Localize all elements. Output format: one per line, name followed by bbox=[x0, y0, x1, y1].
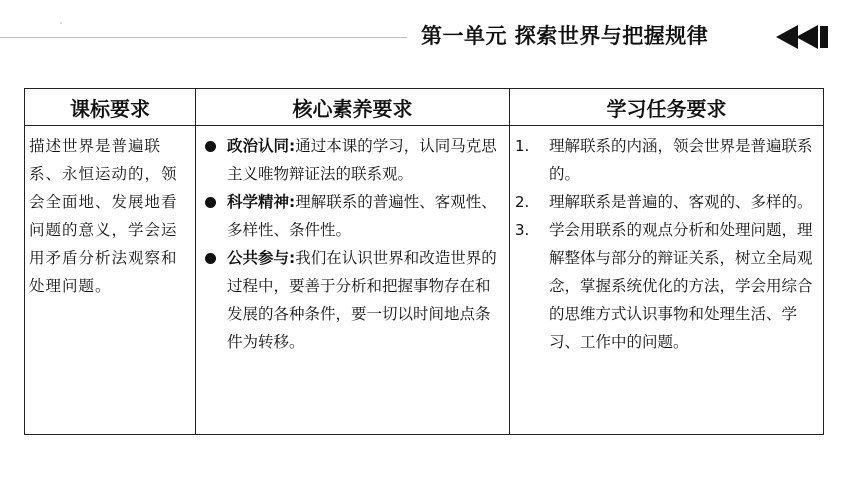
list-item bbox=[515, 132, 817, 188]
item-text: 理解联系的内涵，领会世界是普遍联系的。 bbox=[549, 137, 813, 183]
item-text: 理解联系是普遍的、客观的、多样的。 bbox=[549, 193, 813, 211]
core-competency-cell bbox=[196, 126, 510, 435]
core-competency-list bbox=[201, 132, 503, 356]
list-item bbox=[515, 188, 817, 216]
bullet-heading: 政治认同: bbox=[227, 137, 296, 155]
item-number: 1. bbox=[515, 137, 530, 155]
list-item bbox=[201, 188, 503, 244]
bullet-heading: 公共参与: bbox=[227, 249, 296, 267]
header-rule bbox=[0, 37, 407, 38]
table-row bbox=[25, 126, 824, 435]
item-text: 学会用联系的观点分析和处理问题，理解整体与部分的辩证关系，树立全局观念，掌握系统优化的方法，学会用综合的思维方式认识事物和处理生活、学习、工作中的问题。 bbox=[549, 221, 813, 351]
list-item bbox=[201, 132, 503, 188]
header-curriculum-requirements: 课标要求 bbox=[25, 89, 196, 126]
bullet-text: 通过本课的学习，认同马克思主义唯物辩证法的联系观。 bbox=[227, 137, 497, 183]
table-header-row bbox=[25, 89, 824, 126]
header-core-competency-requirements: 核心素养要求 bbox=[196, 89, 510, 126]
bullet-heading: 科学精神: bbox=[227, 193, 296, 211]
bullet-text: 我们在认识世界和改造世界的过程中，要善于分析和把握事物存在和发展的各种条件，要一切以时间地点条件为转移。 bbox=[227, 249, 497, 351]
decorative-dot bbox=[60, 22, 62, 24]
unit-title: 第一单元 探索世界与把握规律 bbox=[421, 24, 709, 48]
curriculum-requirements-text: 描述世界是普遍联系、永恒运动的，领会全面地、发展地看问题的意义，学会运用矛盾分析法观察和处理问题。 bbox=[29, 137, 178, 295]
list-item bbox=[201, 244, 503, 356]
learning-task-list bbox=[515, 132, 817, 356]
item-number: 3. bbox=[515, 221, 530, 239]
double-arrow-left-icon bbox=[776, 24, 832, 50]
curriculum-requirements-cell bbox=[25, 126, 196, 435]
list-item bbox=[515, 216, 817, 356]
learning-task-cell bbox=[510, 126, 824, 435]
bullet-text: 理解联系的普遍性、客观性、多样性、条件性。 bbox=[227, 193, 497, 239]
requirements-table bbox=[24, 88, 824, 435]
item-number: 2. bbox=[515, 193, 530, 211]
header-learning-task-requirements: 学习任务要求 bbox=[510, 89, 824, 126]
